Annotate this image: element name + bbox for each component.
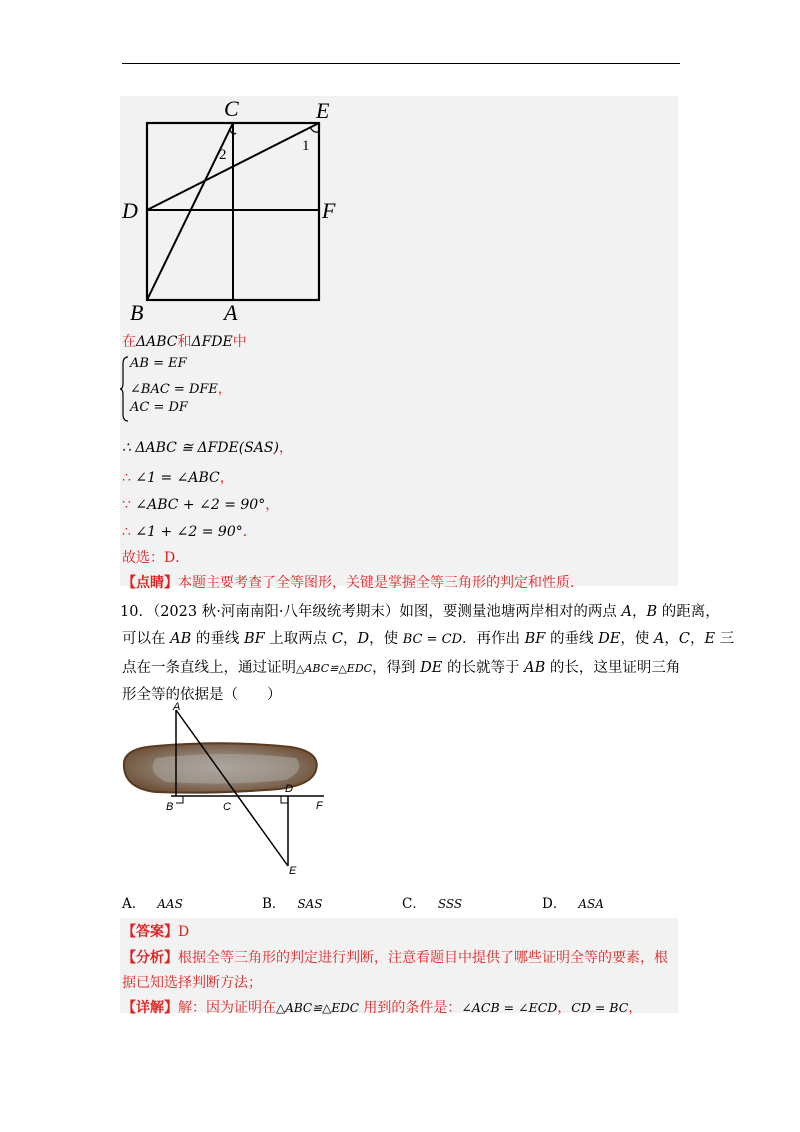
label-angle-2: 2 — [219, 147, 227, 163]
square-figure — [120, 96, 342, 324]
label-E: E — [316, 98, 330, 123]
q-math: BC = CD — [402, 632, 463, 647]
q-text: ， — [632, 604, 647, 620]
option-d-letter: D． — [542, 896, 567, 912]
q-text: ，得到 — [372, 660, 421, 676]
analysis-line2: 据已知选择判断方法； — [122, 975, 262, 991]
label-B: B — [130, 300, 144, 324]
option-b-letter: B． — [262, 896, 286, 912]
step3-mark: ∴ — [122, 524, 131, 540]
step2-tail: ， — [265, 497, 280, 513]
option-a-letter: A． — [122, 896, 146, 912]
question10-line2 — [122, 627, 734, 648]
intro-mid: 和 — [177, 334, 192, 350]
option-c[interactable] — [402, 892, 462, 912]
option-d[interactable] — [542, 892, 604, 912]
system-row-1: AB = EF — [130, 356, 187, 371]
system-row-2-text: ∠BAC = DFE — [130, 382, 218, 397]
detail-cong: △ABC≌△EDC — [276, 1001, 359, 1015]
q-text: ，使 — [620, 631, 654, 647]
q-var: E — [704, 631, 716, 647]
q-text: 的垂线 — [191, 631, 244, 647]
q-var: DE — [420, 660, 443, 676]
option-a-value: AAS — [157, 897, 183, 911]
pond-figure — [116, 700, 336, 875]
label-B2: B — [166, 801, 174, 813]
step1-line — [122, 467, 234, 487]
system-brace — [120, 356, 130, 422]
analysis-text-1: 根据全等三角形的判定进行判断，注意看题目中提供了哪些证明全等的要素，根 — [178, 950, 668, 966]
option-b-value: SAS — [297, 897, 323, 911]
q-var: BF — [243, 631, 265, 647]
answer-value: D — [178, 924, 190, 940]
step3-line — [122, 521, 257, 541]
q-text: 10．（2023 秋·河南南阳·八年级统考期末）如图，要测量池塘两岸相对的两点 — [120, 604, 622, 620]
q-text: 的垂线 — [545, 631, 599, 647]
label-D2: D — [285, 783, 293, 795]
q-text: 上取两点 — [264, 631, 332, 647]
label-C: C — [224, 96, 239, 121]
detail-line — [122, 997, 642, 1017]
option-d-value: ASA — [578, 897, 604, 911]
label-D: D — [122, 198, 138, 223]
system-tail: ， — [217, 382, 231, 397]
congruence-line — [122, 437, 293, 457]
q-var: DE — [598, 631, 621, 647]
detail-eq2: CD = BC — [571, 1000, 629, 1015]
q-text: 的长就等于 — [442, 660, 525, 676]
congruence-tail: ， — [278, 440, 293, 456]
detail-c: ， — [557, 1000, 572, 1016]
q-var: AB — [170, 631, 192, 647]
step1-text: ∠1 = ∠ABC — [135, 470, 220, 486]
detail-a: 解：因为证明在 — [178, 1000, 276, 1016]
detail-b: 用到的条件是： — [358, 1000, 462, 1016]
q-text: 可以在 — [122, 631, 171, 647]
question10-line3 — [122, 656, 680, 677]
q-text: 的距离， — [657, 604, 720, 620]
q-var: C — [678, 631, 691, 647]
congruence-text: ∴ ΔABC ≅ ΔFDE(SAS) — [122, 440, 279, 456]
q-text: ， — [343, 631, 358, 647]
q-text: ．再作出 — [462, 631, 525, 647]
intro-tri1: ΔABC — [136, 334, 178, 350]
solution-intro — [122, 331, 247, 351]
right-angle-D — [281, 796, 288, 803]
option-c-value: SSS — [437, 897, 463, 911]
label-F2: F — [316, 800, 323, 812]
detail-d: ， — [628, 1000, 643, 1016]
step1-mark: ∴ — [122, 470, 131, 486]
q-text: 三 — [715, 631, 735, 647]
q-var: D — [357, 631, 370, 647]
intro-suffix: 中 — [232, 334, 247, 350]
equation-system — [120, 354, 240, 426]
step1-tail: ， — [219, 470, 234, 486]
label-A2: A — [173, 701, 181, 713]
label-angle-1: 1 — [302, 138, 310, 154]
q-text: ， — [664, 631, 679, 647]
label-F: F — [322, 198, 336, 223]
q-var: A — [621, 604, 633, 620]
question10-line4: 形全等的依据是（ ） — [122, 687, 282, 703]
label-C2: C — [223, 801, 231, 813]
option-a[interactable] — [122, 892, 183, 912]
comment-line — [122, 572, 584, 592]
q-text: 点在一条直线上，通过证明 — [122, 660, 296, 676]
analysis-line1 — [122, 947, 668, 967]
q-text: 的长，这里证明三角 — [545, 660, 681, 676]
header-rule — [122, 63, 680, 64]
q-math: △ABC≌△EDC — [296, 662, 373, 675]
q-var: A — [653, 631, 665, 647]
step2-line — [122, 494, 279, 514]
intro-tri2: ΔFDE — [191, 334, 233, 350]
detail-tag: 【详解】 — [122, 1000, 178, 1016]
intro-prefix: 在 — [122, 334, 136, 350]
q-var: BF — [524, 631, 546, 647]
option-b[interactable] — [262, 892, 323, 912]
right-angle-B — [176, 796, 183, 803]
step2-mark: ∵ — [122, 497, 131, 513]
choice-line: 故选：D． — [122, 550, 190, 566]
q-var: C — [331, 631, 344, 647]
analysis-tag: 【分析】 — [122, 950, 178, 966]
detail-eq1: ∠ACB = ∠ECD — [461, 1000, 558, 1015]
comment-text: 本题主要考查了全等图形，关键是掌握全等三角形的判定和性质． — [178, 575, 584, 591]
step2-text: ∠ABC + ∠2 = 90° — [135, 497, 266, 513]
q-text: ， — [690, 631, 705, 647]
step3-tail: ． — [242, 524, 257, 540]
question10-line1 — [120, 600, 720, 621]
system-row-2 — [130, 378, 231, 397]
q-var: B — [646, 604, 658, 620]
q-text: ，使 — [369, 631, 403, 647]
option-c-letter: C． — [402, 896, 426, 912]
q-var: AB — [524, 660, 546, 676]
label-A: A — [224, 300, 238, 324]
answer-tag: 【答案】 — [122, 924, 178, 940]
step3-text: ∠1 + ∠2 = 90° — [135, 524, 243, 540]
comment-tag: 【点睛】 — [122, 575, 178, 591]
answer-line — [122, 921, 189, 941]
system-row-3: AC = DF — [130, 400, 188, 415]
label-E2: E — [289, 865, 297, 875]
